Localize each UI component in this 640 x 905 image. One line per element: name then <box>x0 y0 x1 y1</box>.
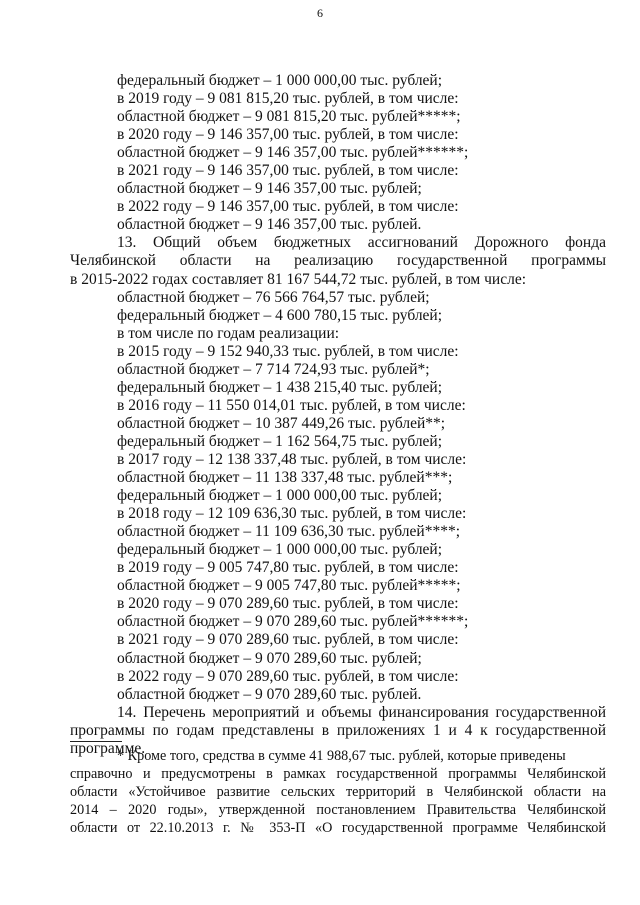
text-line: в 2020 году – 9 070 289,60 тыс. рублей, в том числе: <box>117 595 459 613</box>
document-body <box>70 72 606 758</box>
text-line: областной бюджет – 11 109 636,30 тыс. рублей****; <box>117 523 461 541</box>
text-line: областной бюджет – 7 714 724,93 тыс. рублей*; <box>117 360 430 378</box>
footnote-line: 2014 – 2020 годы», утвержденной постановлением Правительства Челябинской <box>70 802 606 818</box>
text-line: федеральный бюджет – 1 162 564,75 тыс. рублей; <box>117 432 443 450</box>
text-line: федеральный бюджет – 1 438 215,40 тыс. рублей; <box>117 378 443 396</box>
text-line: в том числе по годам реализации: <box>117 324 340 342</box>
text-line: областной бюджет – 9 070 289,60 тыс. рублей; <box>117 649 422 667</box>
text-line: федеральный бюджет – 1 000 000,00 тыс. рублей; <box>117 487 443 505</box>
footnote-line: справочно и предусмотрены в рамках государственной программы Челябинской <box>70 766 606 782</box>
paragraph-14-line: программе. <box>70 739 146 757</box>
text-line: областной бюджет – 76 566 764,57 тыс. рублей; <box>117 288 430 306</box>
text-line: областной бюджет – 9 146 357,00 тыс. рублей******; <box>117 144 469 162</box>
text-line: областной бюджет – 10 387 449,26 тыс. рублей**; <box>117 414 446 432</box>
footnote-line: * Кроме того, средства в сумме 41 988,67 тыс. рублей, которые приведены <box>117 748 566 764</box>
text-line: областной бюджет – 9 146 357,00 тыс. рублей; <box>117 180 422 198</box>
text-line: в 2021 году – 9 146 357,00 тыс. рублей, в том числе: <box>117 162 459 180</box>
text-line: в 2022 году – 9 070 289,60 тыс. рублей, в том числе: <box>117 667 459 685</box>
text-line: в 2015 году – 9 152 940,33 тыс. рублей, в том числе: <box>117 342 459 360</box>
text-line: в 2017 году – 12 138 337,48 тыс. рублей, в том числе: <box>117 450 467 468</box>
footnote-separator <box>70 741 122 742</box>
text-line: федеральный бюджет – 1 000 000,00 тыс. рублей; <box>117 72 443 89</box>
paragraph-14-line: 14. Перечень мероприятий и объемы финансирования государственной <box>117 703 606 721</box>
text-line: областной бюджет – 9 005 747,80 тыс. рублей*****; <box>117 577 461 595</box>
page-number: 6 <box>317 6 323 20</box>
text-line: областной бюджет – 9 070 289,60 тыс. рублей. <box>117 685 422 703</box>
paragraph-14-line: программы по годам представлены в приложениях 1 и 4 к государственной <box>70 721 606 739</box>
text-line: областной бюджет – 9 146 357,00 тыс. рублей. <box>117 216 422 234</box>
text-line: федеральный бюджет – 4 600 780,15 тыс. рублей; <box>117 306 443 324</box>
footnote <box>70 747 606 837</box>
text-line: федеральный бюджет – 1 000 000,00 тыс. рублей; <box>117 541 443 559</box>
text-line: в 2018 году – 12 109 636,30 тыс. рублей, в том числе: <box>117 505 467 523</box>
text-line: в 2019 году – 9 081 815,20 тыс. рублей, в том числе: <box>117 90 459 108</box>
text-line: областной бюджет – 9 070 289,60 тыс. рублей******; <box>117 613 469 631</box>
text-line: в 2022 году – 9 146 357,00 тыс. рублей, в том числе: <box>117 198 459 216</box>
text-line: областной бюджет – 11 138 337,48 тыс. рублей***; <box>117 469 453 487</box>
footnote-line: области от 22.10.2013 г. № 353-П «О государственной программе Челябинской <box>70 820 606 836</box>
text-line: в 2021 году – 9 070 289,60 тыс. рублей, в том числе: <box>117 631 459 649</box>
paragraph-13-line: Челябинской области на реализацию государственной программы <box>70 252 606 270</box>
text-line: в 2020 году – 9 146 357,00 тыс. рублей, в том числе: <box>117 126 459 144</box>
paragraph-13-line: 13. Общий объем бюджетных ассигнований Дорожного фонда <box>117 234 606 252</box>
text-line: в 2016 году – 11 550 014,01 тыс. рублей, в том числе: <box>117 396 466 414</box>
text-line: областной бюджет – 9 081 815,20 тыс. рублей*****; <box>117 108 461 126</box>
paragraph-13-line: в 2015-2022 годах составляет 81 167 544,72 тыс. рублей, в том числе: <box>70 270 527 288</box>
text-line: в 2019 году – 9 005 747,80 тыс. рублей, в том числе: <box>117 559 459 577</box>
footnote-line: области «Устойчивое развитие сельских территорий в Челябинской области на <box>70 784 606 800</box>
